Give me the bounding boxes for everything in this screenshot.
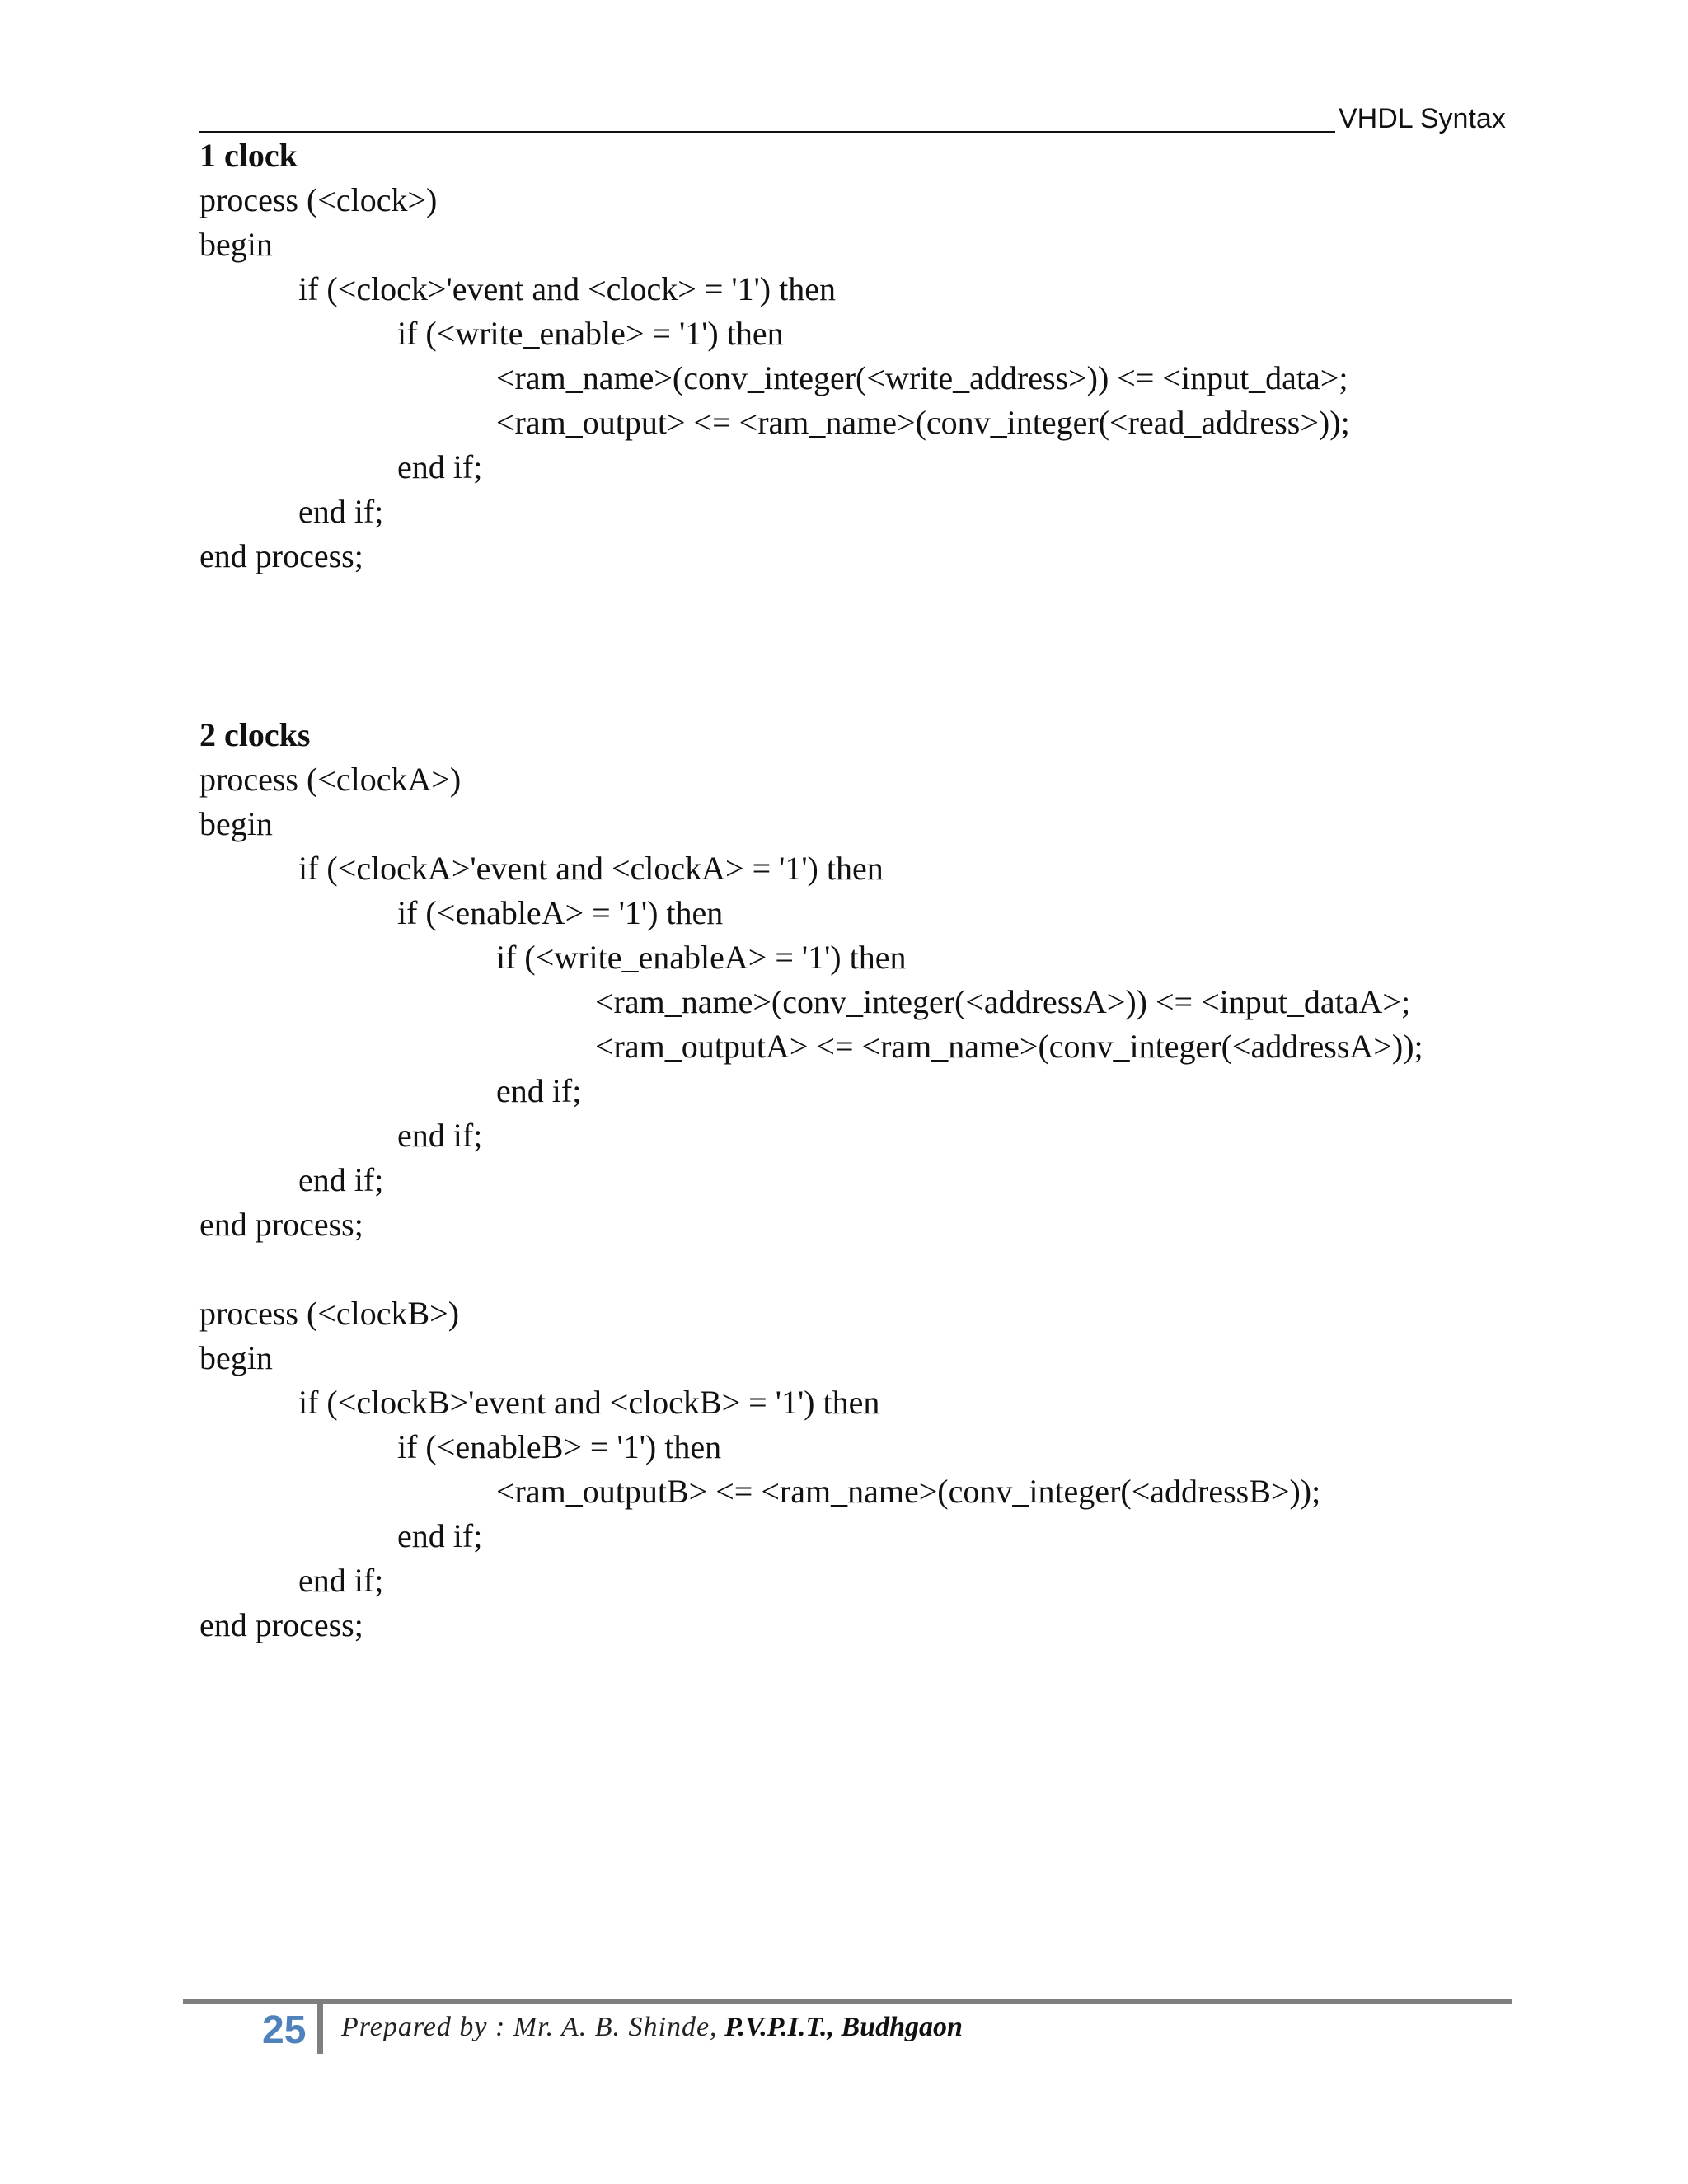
code-line: process (<clockB>)	[199, 1295, 460, 1332]
page-number: 25	[262, 2008, 307, 2052]
code-line: begin	[199, 226, 273, 263]
code-line: if (<write_enable> = '1') then	[397, 315, 784, 352]
footer-institute: P.V.P.I.T., Budhgaon	[724, 2012, 963, 2042]
code-line: end if;	[298, 1562, 384, 1599]
section-heading: 2 clocks	[199, 716, 311, 753]
code-line: <ram_name>(conv_integer(<write_address>)) <= <input_data>;	[496, 359, 1348, 396]
code-line: begin	[199, 1339, 273, 1376]
footer-prepared-by: Prepared by : Mr. A. B. Shinde,	[341, 2012, 718, 2042]
footer-rule	[183, 1999, 1512, 2004]
code-line: end if;	[298, 493, 384, 530]
header-rule	[199, 131, 1335, 133]
code-line: if (<write_enableA> = '1') then	[496, 939, 907, 976]
code-line: if (<clockB>'event and <clockB> = '1') then	[298, 1384, 880, 1421]
code-line: if (<clockA>'event and <clockA> = '1') then	[298, 850, 884, 887]
code-line: end process;	[199, 1206, 363, 1243]
header-title: VHDL Syntax	[1339, 103, 1506, 134]
code-line: begin	[199, 805, 273, 842]
code-line: end if;	[397, 448, 483, 485]
footer-divider	[317, 2004, 323, 2054]
code-line: end if;	[397, 1117, 483, 1154]
code-line: end process;	[199, 537, 363, 574]
code-line: end if;	[397, 1517, 483, 1554]
code-line: if (<clock>'event and <clock> = '1') then	[298, 270, 836, 307]
code-line: process (<clock>)	[199, 181, 438, 218]
code-line: end if;	[496, 1072, 582, 1109]
code-line: end if;	[298, 1161, 384, 1198]
code-line: if (<enableB> = '1') then	[397, 1428, 722, 1465]
code-line: <ram_outputB> <= <ram_name>(conv_integer(<addressB>));	[496, 1473, 1321, 1510]
code-line: <ram_name>(conv_integer(<addressA>)) <= <input_dataA>;	[595, 983, 1411, 1020]
code-line: end process;	[199, 1606, 363, 1643]
section-heading: 1 clock	[199, 137, 298, 174]
code-line: <ram_output> <= <ram_name>(conv_integer(<read_address>));	[496, 404, 1350, 441]
code-line: <ram_outputA> <= <ram_name>(conv_integer(<addressA>));	[595, 1028, 1423, 1065]
code-line: if (<enableA> = '1') then	[397, 894, 724, 931]
code-line: process (<clockA>)	[199, 761, 462, 798]
footer-credit	[341, 2008, 963, 2047]
